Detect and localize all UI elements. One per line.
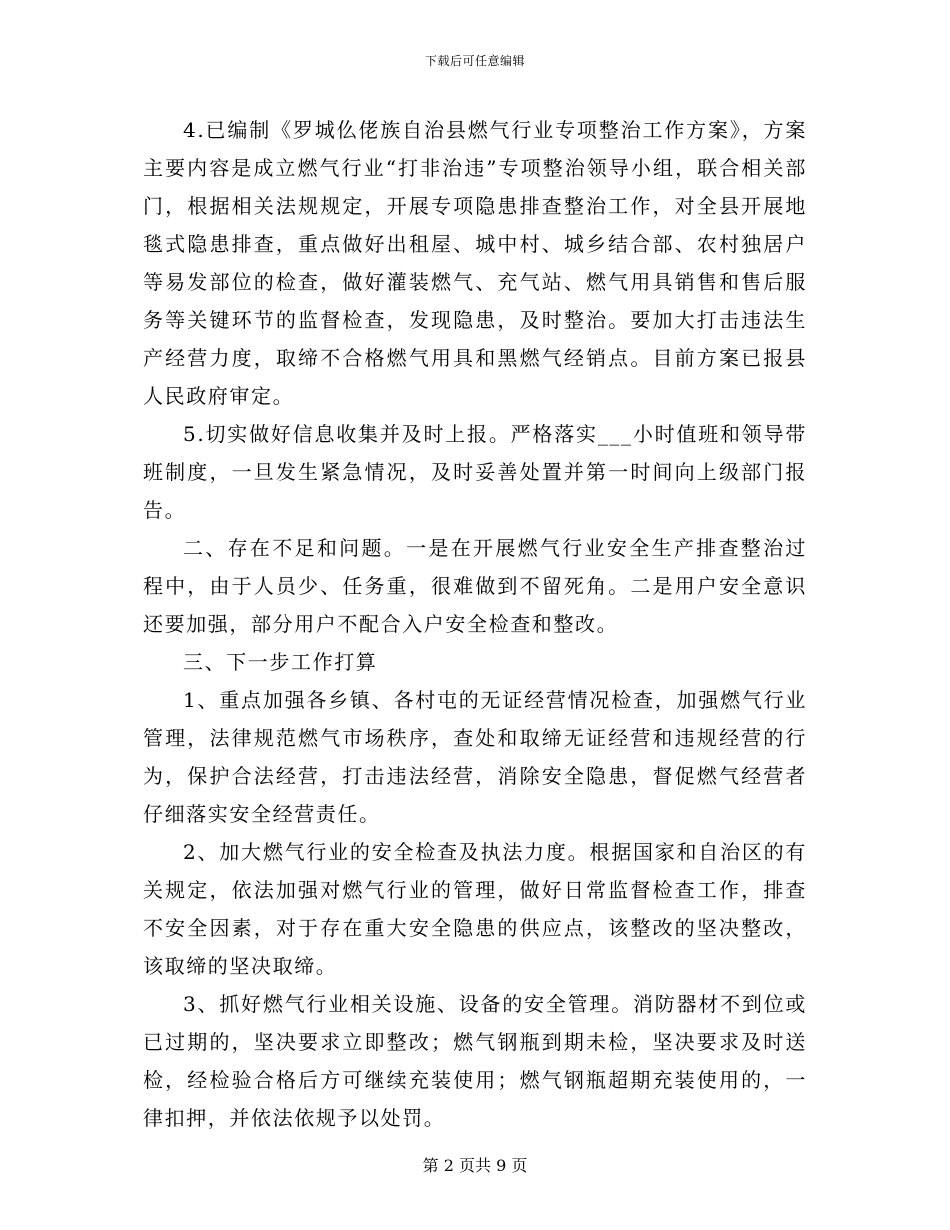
paragraph-next-step-3: 3、抓好燃气行业相关设施、设备的安全管理。消防器材不到位或已过期的，坚决要求立即整改；燃气钢瓶到期未检，坚决要求及时送检，经检验合格后方可继续充装使用；燃气钢瓶超期充装使用的，一律扣押，并依法依规予以处罚。 — [143, 992, 807, 1130]
paragraph-next-step-2: 2、加大燃气行业的安全检查及执法力度。根据国家和自治区的有关规定，依法加强对燃气行业的管理，做好日常监督检查工作，排查不安全因素，对于存在重大安全隐患的供应点，该整改的坚决整改，该取缔的坚决取缔。 — [143, 840, 807, 978]
section-heading-next-steps: 三、下一步工作打算 — [183, 650, 378, 674]
paragraph-shortcomings: 二、存在不足和问题。一是在开展燃气行业安全生产排查整治过程中，由于人员少、任务重，很难做到不留死角。二是用户安全意识还要加强，部分用户不配合入户安全检查和整改。 — [143, 536, 807, 636]
paragraph-next-step-1: 1、重点加强各乡镇、各村屯的无证经营情况检查，加强燃气行业管理，法律规范燃气市场秩序，查处和取缔无证经营和违规经营的行为，保护合法经营，打击违法经营，消除安全隐患，督促燃气经营者仔细落实安全经营责任。 — [143, 688, 807, 826]
document-body — [143, 111, 807, 1137]
page-header: 下载后可任意编辑 — [424, 54, 525, 68]
page-number-footer: 第 2 页共 9 页 — [422, 1156, 528, 1175]
paragraph-plan-compiled: 4.已编制《罗城仫佬族自治县燃气行业专项整治工作方案》，方案主要内容是成立燃气行业“打非治违”专项整治领导小组，联合相关部门，根据相关法规规定，开展专项隐患排查整治工作，对全县开展地毯式隐患排查，重点做好出租屋、城中村、城乡结合部、农村独居户等易发部位的检查，做好灌装燃气、充气站、燃气用具销售和售后服务等关键环节的监督检查，发现隐患，及时整治。要加大打击违法生产经营力度，取缔不合格燃气用具和黑燃气经销点。目前方案已报县人民政府审定。 — [143, 118, 807, 408]
paragraph-info-reporting: 5.切实做好信息收集并及时上报。严格落实___小时值班和领导带班制度，一旦发生紧急情况，及时妥善处置并第一时间向上级部门报告。 — [143, 422, 807, 522]
